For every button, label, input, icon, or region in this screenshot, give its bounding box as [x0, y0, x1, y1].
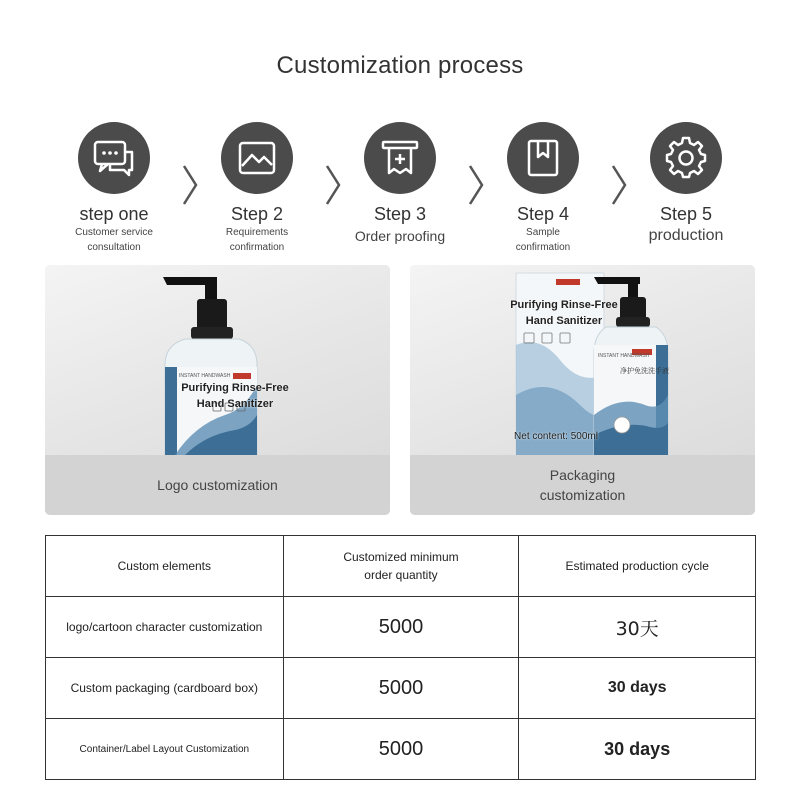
step-3-name: Step 3: [373, 204, 427, 224]
step-5-name: Step 5: [659, 204, 713, 224]
step-2: [192, 122, 322, 255]
bottle-small-label: INSTANT HANDWASH: [598, 353, 650, 359]
table-cell: 5000: [283, 597, 519, 658]
step-1-name: step one: [79, 204, 149, 224]
image-icon: [221, 122, 293, 194]
page-title: Customization process: [276, 52, 524, 79]
step-1: [49, 122, 179, 255]
box-product-name: Purifying Rinse-Free Hand Sanitizer: [510, 299, 618, 327]
step-5: [621, 122, 751, 245]
step-3-desc: Order proofing: [354, 228, 446, 244]
table-row: [46, 597, 756, 658]
step-5-desc: production: [648, 227, 724, 244]
hand-sanitizer-bottle-image: [45, 265, 390, 455]
step-4: [478, 122, 608, 255]
chat-icon: [78, 122, 150, 194]
table-cell: 30 days: [519, 658, 756, 719]
table-header-cell: Estimated production cycle: [519, 536, 756, 597]
table-cell: 30天: [519, 597, 756, 658]
receipt-icon: [364, 122, 436, 194]
table-header-text: Customized minimum order quantity: [343, 550, 459, 582]
step-2-desc: Requirements confirmation: [225, 227, 289, 253]
panel-caption: [410, 455, 755, 515]
bottle-product-name: Purifying Rinse-Free Hand Sanitizer: [181, 382, 289, 410]
step-4-name: Step 4: [516, 204, 570, 224]
product-photo: [45, 265, 390, 455]
table-cell: 5000: [283, 719, 519, 780]
packaging-customization-panel: [410, 265, 755, 515]
table-row: [46, 658, 756, 719]
gear-icon: [650, 122, 722, 194]
bottle-chinese-label: 净护免洗洗手液: [620, 367, 669, 375]
bookmark-book-icon: [507, 122, 579, 194]
table-cell: Container/Label Layout Customization: [46, 719, 284, 780]
table-row: [46, 719, 756, 780]
panel-caption-text: Packaging customization: [539, 467, 626, 503]
logo-customization-panel: [45, 265, 390, 515]
bottle-small-label: INSTANT HANDWASH: [179, 373, 231, 379]
table-cell: logo/cartoon character customization: [46, 597, 284, 658]
step-1-desc: Customer service consultation: [75, 227, 153, 253]
table-header-cell: Custom elements: [46, 536, 284, 597]
table-cell: Custom packaging (cardboard box): [46, 658, 284, 719]
customization-table: [45, 535, 756, 780]
panel-caption: Logo customization: [45, 455, 390, 515]
step-2-name: Step 2: [230, 204, 284, 224]
table-cell: 30 days: [519, 719, 756, 780]
table-header-cell: [283, 536, 519, 597]
net-content-label: Net content: 500ml: [514, 431, 598, 442]
table-cell: 5000: [283, 658, 519, 719]
step-3: [335, 122, 465, 245]
sanitizer-box-and-bottle-image: [410, 265, 755, 455]
table-header-row: [46, 536, 756, 597]
step-4-desc: Sample confirmation: [515, 227, 571, 253]
product-photo: [410, 265, 755, 455]
